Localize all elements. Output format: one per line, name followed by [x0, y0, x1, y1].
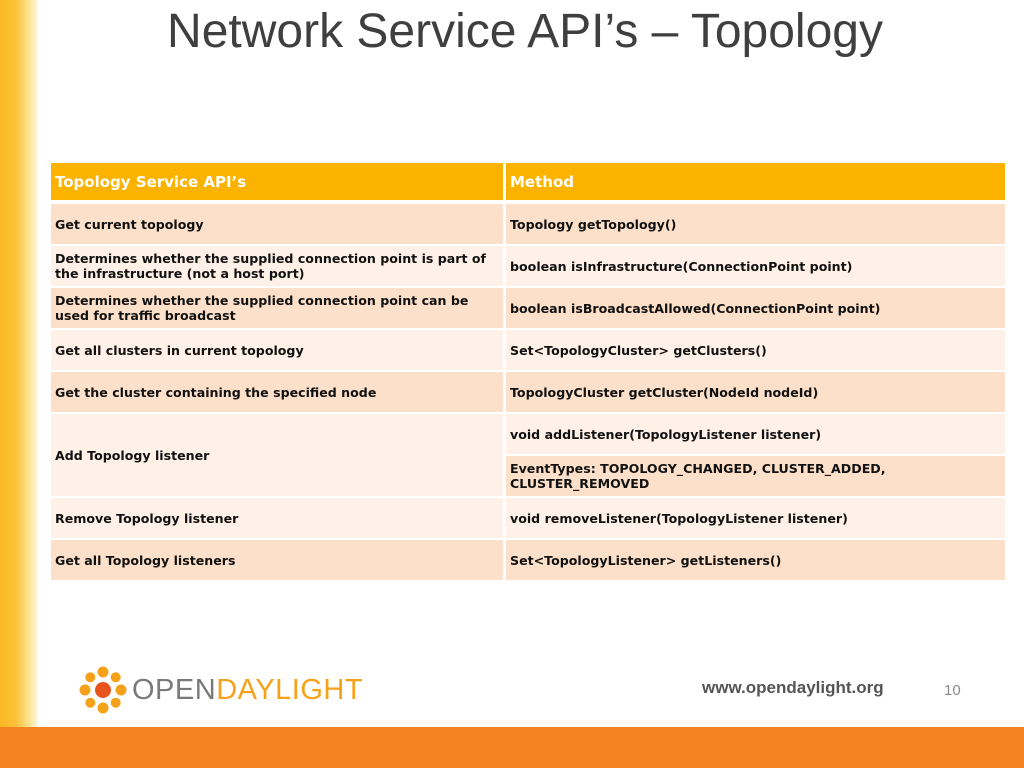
method-cell: boolean isInfrastructure(ConnectionPoint point) [506, 246, 1005, 286]
method-cell: void addListener(TopologyListener listener) [506, 414, 1005, 454]
table-header-row [51, 163, 1005, 202]
method-cell: EventTypes: TOPOLOGY_CHANGED, CLUSTER_ADDED, CLUSTER_REMOVED [506, 456, 1005, 496]
table-row [51, 414, 1005, 454]
method-cell: void removeListener(TopologyListener listener) [506, 498, 1005, 538]
logo-daylight-text: DAYLIGHT [216, 673, 364, 706]
header-method: Method [506, 163, 1005, 202]
table-row [51, 498, 1005, 538]
table-row [51, 540, 1005, 580]
api-cell: Determines whether the supplied connection point is part of the infrastructure (not a host port) [51, 246, 503, 286]
table-row [51, 330, 1005, 370]
table-row [51, 372, 1005, 412]
api-cell: Add Topology listener [51, 414, 503, 496]
website-url: www.opendaylight.org [702, 678, 884, 697]
left-accent-bar [0, 0, 38, 727]
api-cell: Determines whether the supplied connection point can be used for traffic broadcast [51, 288, 503, 328]
logo-wordmark [132, 674, 363, 707]
api-cell: Get all Topology listeners [51, 540, 503, 580]
sun-icon [78, 665, 128, 715]
api-cell: Get all clusters in current topology [51, 330, 503, 370]
slide-title: Network Service API’s – Topology [167, 5, 883, 58]
logo-open-text: OPEN [132, 673, 217, 706]
header-api: Topology Service API’s [51, 163, 503, 202]
table-row [51, 204, 1005, 244]
api-cell: Remove Topology listener [51, 498, 503, 538]
bottom-accent-bar [0, 727, 1024, 768]
api-cell: Get current topology [51, 204, 503, 244]
opendaylight-logo [78, 662, 368, 718]
method-cell: TopologyCluster getCluster(NodeId nodeId) [506, 372, 1005, 412]
api-cell: Get the cluster containing the specified node [51, 372, 503, 412]
page-number: 10 [944, 682, 961, 699]
method-cell: boolean isBroadcastAllowed(ConnectionPoint point) [506, 288, 1005, 328]
method-cell: Topology getTopology() [506, 204, 1005, 244]
method-cell: Set<TopologyCluster> getClusters() [506, 330, 1005, 370]
topology-api-table [48, 161, 1008, 582]
table-row [51, 288, 1005, 328]
method-cell: Set<TopologyListener> getListeners() [506, 540, 1005, 580]
table-row [51, 246, 1005, 286]
